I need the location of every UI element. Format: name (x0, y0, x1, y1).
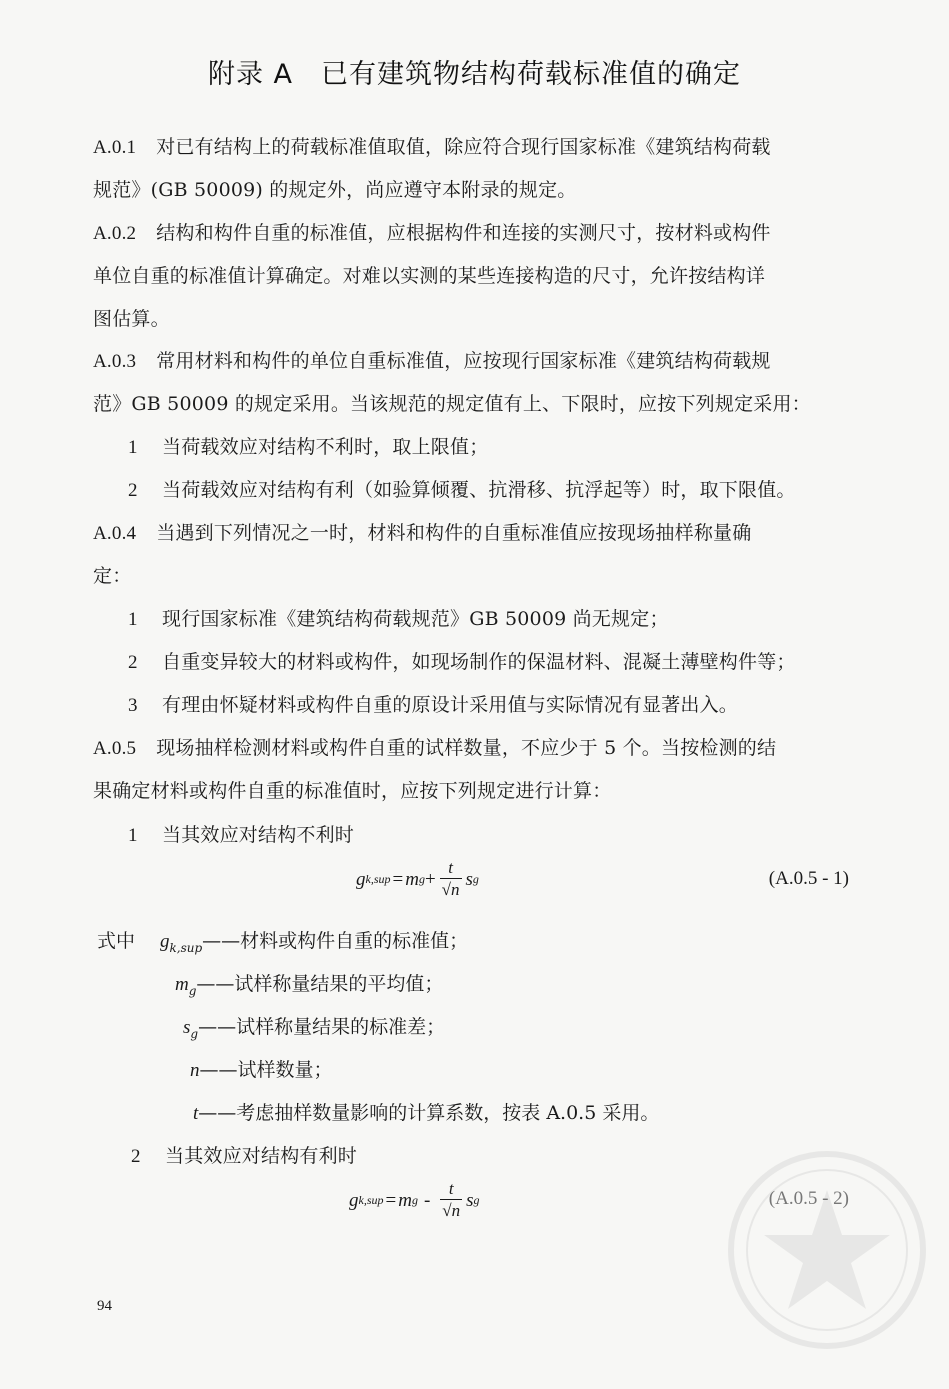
list-item (128, 606, 888, 633)
paragraph-line (93, 134, 853, 161)
list-item (128, 649, 888, 676)
formula-lhs-subscript: k,sup (365, 872, 391, 886)
list-item (128, 477, 888, 504)
line-text: 现行国家标准《建筑结构荷载规范》GB 50009 尚无规定； (162, 608, 669, 630)
line-text: 果确定材料或构件自重的标准值时，应按下列规定进行计算： (93, 780, 612, 802)
formula-std-subscript: g (472, 872, 479, 886)
line-text: 有理由怀疑材料或构件自重的原设计采用值与实际情况有显著出入。 (162, 694, 739, 716)
formula-a05-2 (349, 1179, 480, 1222)
sqrt-icon: √ (442, 1201, 452, 1220)
formula-mean-subscript: g (418, 872, 425, 886)
fraction-denominator: √n (441, 880, 460, 899)
item-number: 2 (128, 652, 138, 673)
stamp-watermark-icon (722, 1145, 932, 1355)
list-item (128, 692, 888, 719)
line-text: 结构和构件自重的标准值，应根据构件和连接的实测尺寸，按材料或构件 (156, 222, 771, 244)
line-text: 当其效应对结构不利时 (162, 824, 355, 846)
item-number: 1 (128, 437, 138, 458)
symbol-definition: $m_g——$试样称量结果的平均值； (175, 973, 444, 998)
item-number: 1 (128, 609, 138, 630)
equals-sign: = (385, 1189, 397, 1211)
paragraph-line (93, 735, 853, 762)
line-text: 范》GB 50009 的规定采用。当该规范的规定值有上、下限时，应按下列规定采用： (93, 393, 811, 415)
line-text: 当荷载效应对结构不利时，取上限值； (162, 436, 489, 458)
formula-mean: m (398, 1189, 412, 1211)
where-label: 式中 (97, 930, 136, 952)
line-text: 当荷载效应对结构有利（如验算倾覆、抗滑移、抗浮起等）时，取下限值。 (162, 479, 796, 501)
fraction-numerator: t (448, 858, 453, 877)
clause-number: A.0.2 (93, 223, 137, 244)
paragraph-line (93, 177, 853, 203)
equation-number: (A.0.5 - 1) (768, 868, 849, 889)
fraction (440, 1179, 462, 1222)
formula-std-subscript: g (473, 1193, 480, 1207)
line-text: 对已有结构上的荷载标准值取值，除应符合现行国家标准《建筑结构荷载 (156, 136, 771, 158)
sqrt-icon: √ (441, 880, 452, 899)
symbol-definition: $s_g——$试样称量结果的标准差； (183, 1016, 446, 1041)
paragraph-line (93, 391, 853, 417)
fraction (440, 858, 462, 901)
item-number: 2 (131, 1146, 141, 1167)
symbol-definition: n——试样数量； (190, 1059, 333, 1081)
equals-sign: = (392, 868, 404, 890)
paragraph-line (93, 778, 853, 804)
paragraph-line (93, 348, 853, 375)
paragraph-line (93, 563, 853, 589)
list-item (128, 434, 888, 461)
line-text: 自重变异较大的材料或构件，如现场制作的保温材料、混凝土薄壁构件等； (162, 651, 796, 673)
line-text: 当其效应对结构有利时 (165, 1145, 358, 1167)
formula-operator: + (424, 868, 436, 890)
item-number: 3 (128, 695, 138, 716)
line-text: 常用材料和构件的单位自重标准值，应按现行国家标准《建筑结构荷载规 (156, 350, 771, 372)
clause-number: A.0.5 (93, 738, 137, 759)
formula-mean-subscript: g (411, 1193, 418, 1207)
appendix-label: 附录 A (207, 59, 294, 90)
formula-lhs-subscript: k,sup (358, 1193, 384, 1207)
line-text: 单位自重的标准值计算确定。对难以实测的某些连接构造的尺寸，允许按结构详 (93, 265, 766, 287)
item-number: 1 (128, 825, 138, 846)
line-text: 图估算。 (93, 308, 170, 330)
equation-number: (A.0.5 - 2) (768, 1188, 849, 1209)
formula-mean: m (405, 868, 419, 890)
formula-operator: - (423, 1189, 431, 1211)
line-text: 现场抽样检测材料或构件自重的试样数量，不应少于 5 个。当按检测的结 (156, 737, 777, 759)
paragraph-line (93, 220, 853, 247)
appendix-title-text: 已有建筑物结构荷载标准值的确定 (321, 59, 742, 90)
paragraph-line (93, 520, 853, 547)
item-number: 2 (128, 480, 138, 501)
list-item (128, 822, 888, 849)
clause-number: A.0.3 (93, 351, 137, 372)
formula-std: s (465, 868, 473, 890)
paragraph-line (93, 263, 853, 289)
clause-number: A.0.4 (93, 523, 137, 544)
formula-std: s (466, 1189, 474, 1211)
clause-number: A.0.1 (93, 137, 137, 158)
fraction-denominator: √n (442, 1201, 461, 1220)
line-text: 规范》(GB 50009) 的规定外，尚应遵守本附录的规定。 (93, 179, 577, 201)
line-text: 当遇到下列情况之一时，材料和构件的自重标准值应按现场抽样称量确 (156, 522, 752, 544)
fraction-numerator: t (448, 1179, 454, 1198)
appendix-title (0, 52, 949, 91)
paragraph-line (93, 306, 853, 332)
formula-lhs: g (349, 1189, 359, 1211)
symbol-definition: $g_{k,sup}——$材料或构件自重的标准值； (160, 930, 469, 955)
symbol-definition: t——考虑抽样数量影响的计算系数，按表 A.0.5 采用。 (193, 1102, 660, 1124)
line-text: 定： (93, 565, 132, 587)
formula-lhs: g (356, 868, 366, 890)
formula-a05-1 (356, 858, 479, 901)
page-number: 94 (97, 1298, 112, 1314)
